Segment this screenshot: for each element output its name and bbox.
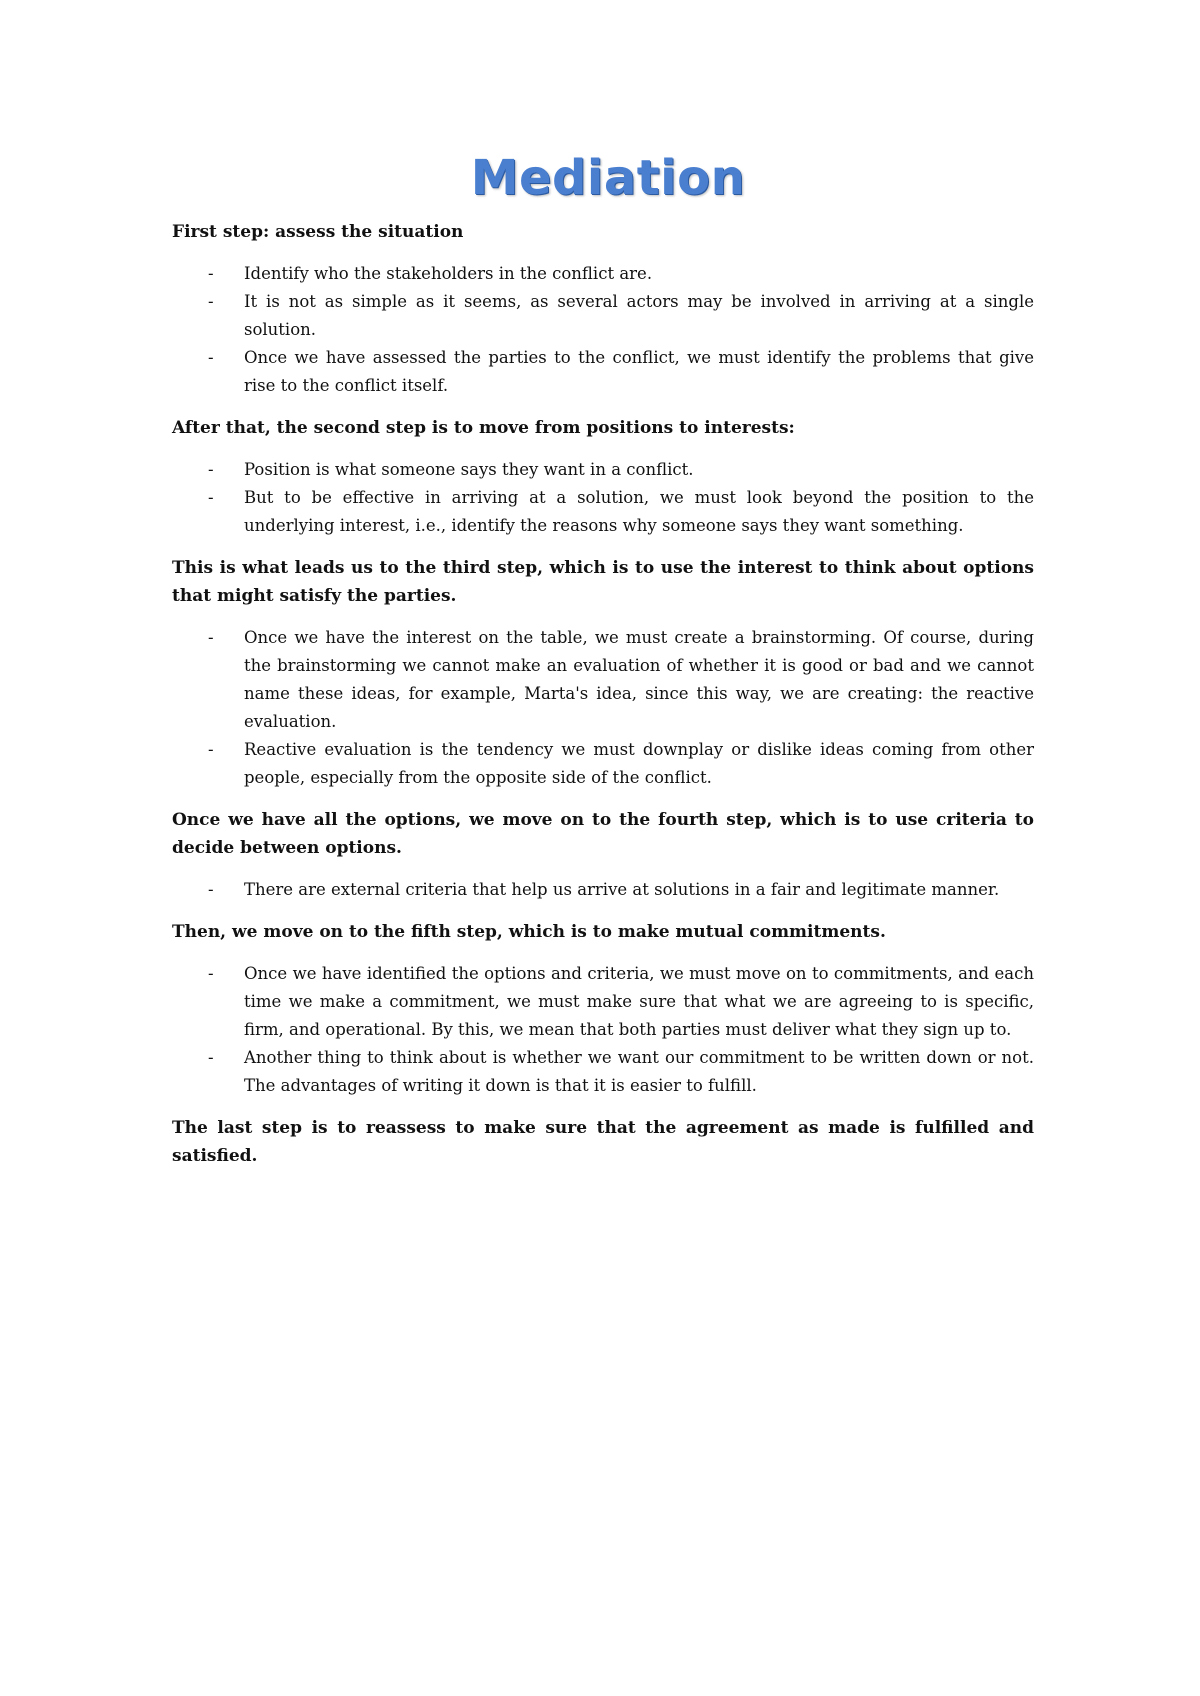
- bullet-text: Identify who the stakeholders in the conflict are.: [244, 264, 653, 283]
- bullet-list: [172, 624, 1034, 792]
- list-item: [172, 876, 1034, 904]
- list-item: [172, 288, 1034, 344]
- bullet-text: There are external criteria that help us arrive at solutions in a fair and legitimate manner.: [244, 880, 1000, 899]
- bullet-dash: -: [208, 964, 214, 983]
- bullet-dash: -: [208, 348, 214, 367]
- list-item: [172, 624, 1034, 736]
- section-heading: First step: assess the situation: [172, 222, 464, 242]
- list-item: [172, 344, 1034, 400]
- bullet-dash: -: [208, 740, 214, 759]
- bullet-dash: -: [208, 880, 214, 899]
- bullet-dash: -: [208, 488, 214, 507]
- bullet-dash: -: [208, 264, 214, 283]
- bullet-list: [172, 876, 1034, 904]
- list-item: [172, 456, 1034, 484]
- section-heading: Once we have all the options, we move on to the fourth step, which is to use criteria to decide between options.: [172, 810, 1034, 858]
- section-heading: The last step is to reassess to make sure that the agreement as made is fulfilled and satisfied.: [172, 1118, 1034, 1166]
- bullet-text: It is not as simple as it seems, as several actors may be involved in arriving at a single solution.: [244, 292, 1034, 339]
- list-item: [172, 1044, 1034, 1100]
- section-heading: Then, we move on to the fifth step, which is to make mutual commitments.: [172, 922, 886, 942]
- bullet-dash: -: [208, 460, 214, 479]
- bullet-list: [172, 260, 1034, 400]
- section-heading: After that, the second step is to move from positions to interests:: [172, 418, 795, 438]
- list-item: [172, 260, 1034, 288]
- bullet-text: Once we have the interest on the table, we must create a brainstorming. Of course, during the brainstorming we cannot make an evaluation of whether it is good or bad and we cannot name these ideas, for example, Marta's idea, since this way, we are creating: the reactive evaluation.: [244, 628, 1034, 731]
- bullet-text: Once we have identified the options and criteria, we must move on to commitments, and each time we make a commitment, we must make sure that what we are agreeing to is specific, firm, and operational. By this, we mean that both parties must deliver what they sign up to.: [244, 964, 1034, 1039]
- bullet-list: [172, 960, 1034, 1100]
- bullet-list: [172, 456, 1034, 540]
- bullet-dash: -: [208, 292, 214, 311]
- section-heading: This is what leads us to the third step, which is to use the interest to think about options that might satisfy the parties.: [172, 558, 1034, 606]
- bullet-text: Another thing to think about is whether we want our commitment to be written down or not. The advantages of writing it down is that it is easier to fulfill.: [244, 1048, 1034, 1095]
- document-body: [172, 150, 1034, 1184]
- list-item: [172, 736, 1034, 792]
- sections-container: [172, 218, 1034, 1170]
- list-item: [172, 960, 1034, 1044]
- page-title: Mediation: [470, 150, 746, 206]
- bullet-text: Position is what someone says they want in a conflict.: [244, 460, 694, 479]
- bullet-dash: -: [208, 628, 214, 647]
- bullet-text: Once we have assessed the parties to the conflict, we must identify the problems that give rise to the conflict itself.: [244, 348, 1034, 395]
- bullet-text: Reactive evaluation is the tendency we must downplay or dislike ideas coming from other people, especially from the opposite side of the conflict.: [244, 740, 1034, 787]
- bullet-text: But to be effective in arriving at a solution, we must look beyond the position to the underlying interest, i.e., identify the reasons why someone says they want something.: [244, 488, 1034, 535]
- list-item: [172, 484, 1034, 540]
- bullet-dash: -: [208, 1048, 214, 1067]
